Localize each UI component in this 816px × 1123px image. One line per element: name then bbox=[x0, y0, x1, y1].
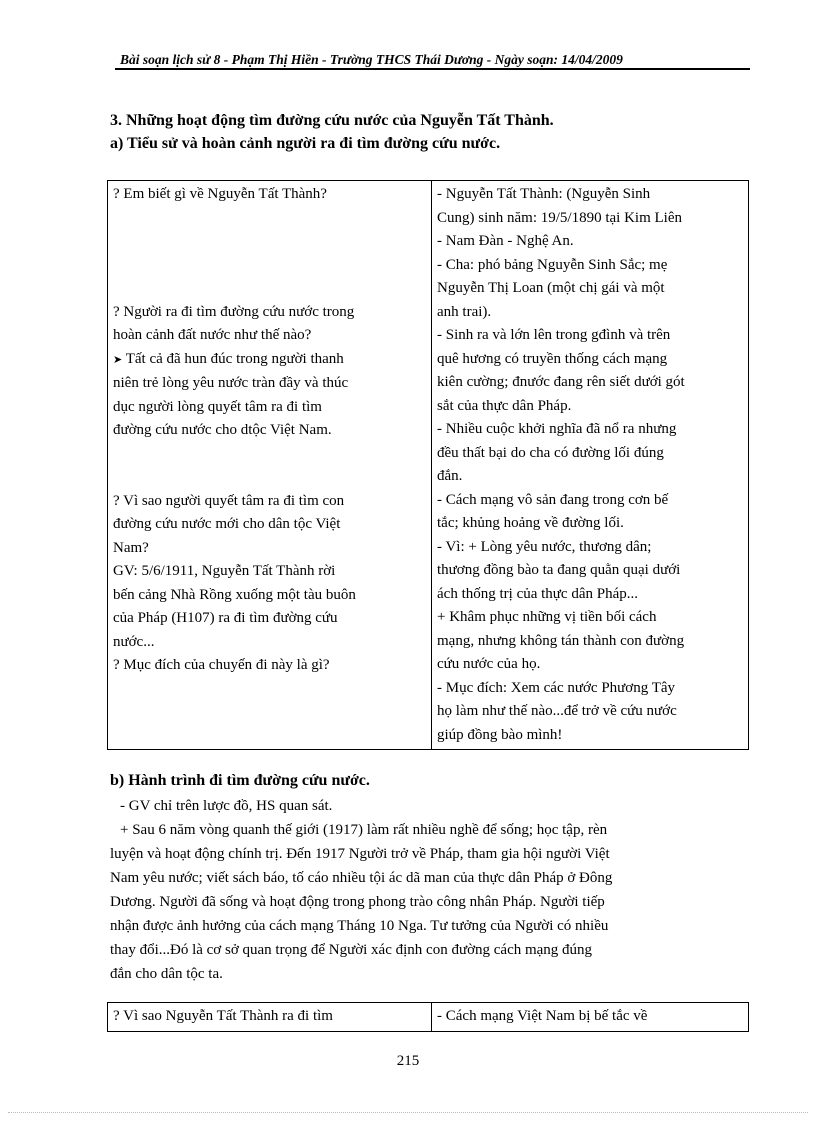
answer-line: - Nam Đàn - Nghệ An. bbox=[437, 233, 574, 249]
answer-line: - Vì: + Lòng yêu nước, thương dân; bbox=[437, 538, 652, 555]
answer-line: tắc; khủng hoảng về đường lối. bbox=[437, 515, 624, 531]
answer-line: - Nguyễn Tất Thành: (Nguyễn Sinh bbox=[437, 186, 651, 202]
answer-summary-line bbox=[113, 348, 426, 373]
answer-line: anh trai). bbox=[437, 303, 492, 320]
body-line: thay đổi...Đó là cơ sở quan trọng để Người xác định con đường cách mạng đúng bbox=[110, 942, 593, 958]
section-3-title: 3. Những hoạt động tìm đường cứu nước của Nguyễn Tất Thành. bbox=[110, 112, 554, 129]
body-line: luyện và hoạt động chính trị. Đến 1917 Người trở về Pháp, tham gia hội người Việt bbox=[110, 846, 610, 862]
answer-line: ách thống trị của thực dân Pháp... bbox=[437, 585, 638, 602]
header-rule bbox=[115, 68, 750, 70]
qa-table-1 bbox=[107, 180, 749, 750]
answer-line: - Cách mạng Việt Nam bị bế tắc về bbox=[437, 1008, 648, 1024]
table-row bbox=[108, 181, 749, 750]
answer-line: mạng, nhưng không tán thành con đường bbox=[437, 632, 685, 649]
answer-summary-text: Tất cả đã hun đúc trong người thanh bbox=[125, 350, 344, 367]
answer-line: Nguyễn Thị Loan (một chị gái và một bbox=[437, 280, 665, 296]
answer-line: đều thất bại do cha có đường lối đúng bbox=[437, 444, 664, 461]
answer-line: đắn. bbox=[437, 468, 463, 484]
page-header: Bài soạn lịch sử 8 - Phạm Thị Hiền - Trường THCS Thái Dương - Ngày soạn: 14/04/2009 bbox=[120, 52, 623, 67]
answer-line: - Cha: phó bảng Nguyễn Sinh Sắc; mẹ bbox=[437, 256, 668, 273]
table-row bbox=[108, 1003, 749, 1032]
answer-line: quê hương có truyền thống cách mạng bbox=[437, 350, 668, 367]
answer-line: thương đồng bào ta đang quằn quại dưới bbox=[437, 562, 681, 578]
question-line: ? Vì sao Nguyễn Tất Thành ra đi tìm bbox=[113, 1008, 333, 1024]
answer-line: - Sinh ra và lớn lên trong gđình và trên bbox=[437, 327, 671, 343]
page-bottom-border bbox=[8, 1112, 808, 1113]
question-line: đường cứu nước mới cho dân tộc Việt bbox=[113, 516, 341, 532]
teacher-note-line: GV: 5/6/1911, Nguyễn Tất Thành rời bbox=[113, 563, 336, 579]
answer-line: - Nhiều cuộc khởi nghĩa đã nổ ra nhưng bbox=[437, 421, 677, 437]
body-line: Dương. Người đã sống và hoạt động trong phong trào công nhân Pháp. Người tiếp bbox=[110, 894, 605, 910]
answer-line: - Mục đích: Xem các nước Phương Tây bbox=[437, 679, 676, 696]
question-line: ? Người ra đi tìm đường cứu nước trong bbox=[113, 303, 355, 320]
teacher-note-line: nước... bbox=[113, 633, 155, 650]
body-line: + Sau 6 năm vòng quanh thế giới (1917) làm rất nhiều nghề để sống; học tập, rèn bbox=[120, 822, 608, 838]
answer-line: Cung) sinh năm: 19/5/1890 tại Kim Liên bbox=[437, 209, 682, 226]
section-b-body bbox=[110, 794, 740, 986]
section-b-title: b) Hành trình đi tìm đường cứu nước. bbox=[110, 772, 370, 789]
answer-line: họ làm như thế nào...để trở về cứu nước bbox=[437, 703, 677, 719]
body-line: đắn cho dân tộc ta. bbox=[110, 966, 223, 982]
page-number: 215 bbox=[396, 1053, 420, 1069]
answer-line: sắt của thực dân Pháp. bbox=[437, 397, 572, 414]
teacher-note-line: bến cảng Nhà Rồng xuống một tàu buôn bbox=[113, 586, 356, 603]
question-column bbox=[108, 1003, 432, 1032]
question-column bbox=[108, 181, 432, 750]
question-line: ? Vì sao người quyết tâm ra đi tìm con bbox=[113, 492, 345, 509]
answer-line: cứu nước của họ. bbox=[437, 656, 541, 672]
answer-column bbox=[432, 1003, 749, 1032]
answer-line: + Khâm phục những vị tiền bối cách bbox=[437, 609, 657, 625]
body-line: Nam yêu nước; viết sách báo, tố cáo nhiều tội ác dã man của thực dân Pháp ở Đông bbox=[110, 870, 613, 886]
arrow-bullet-icon: ➤ bbox=[113, 353, 123, 366]
question-line: Nam? bbox=[113, 539, 149, 556]
answer-summary-line: dục người lòng quyết tâm ra đi tìm bbox=[113, 398, 322, 415]
answer-column bbox=[432, 181, 749, 750]
question-line: ? Mục đích của chuyến đi này là gì? bbox=[113, 657, 330, 673]
section-a-title: a) Tiểu sử và hoàn cảnh người ra đi tìm đường cứu nước. bbox=[110, 135, 501, 152]
qa-table-2 bbox=[107, 1002, 749, 1032]
answer-summary-line: niên trẻ lòng yêu nước tràn đầy và thúc bbox=[113, 375, 349, 391]
body-line: nhận được ảnh hưởng của cách mạng Tháng 10 Nga. Tư tưởng của Người có nhiều bbox=[110, 918, 609, 934]
question-line: hoàn cảnh đất nước như thế nào? bbox=[113, 327, 312, 343]
teacher-note-line: của Pháp (H107) ra đi tìm đường cứu bbox=[113, 610, 338, 626]
question-line: ? Em biết gì về Nguyễn Tất Thành? bbox=[113, 186, 327, 202]
answer-line: - Cách mạng vô sản đang trong cơn bế bbox=[437, 491, 669, 508]
body-line: - GV chỉ trên lược đồ, HS quan sát. bbox=[120, 798, 333, 814]
answer-summary-line: đường cứu nước cho dtộc Việt Nam. bbox=[113, 422, 332, 438]
answer-line: giúp đồng bào mình! bbox=[437, 726, 563, 743]
answer-line: kiên cường; đnước đang rên siết dưới gót bbox=[437, 374, 685, 390]
